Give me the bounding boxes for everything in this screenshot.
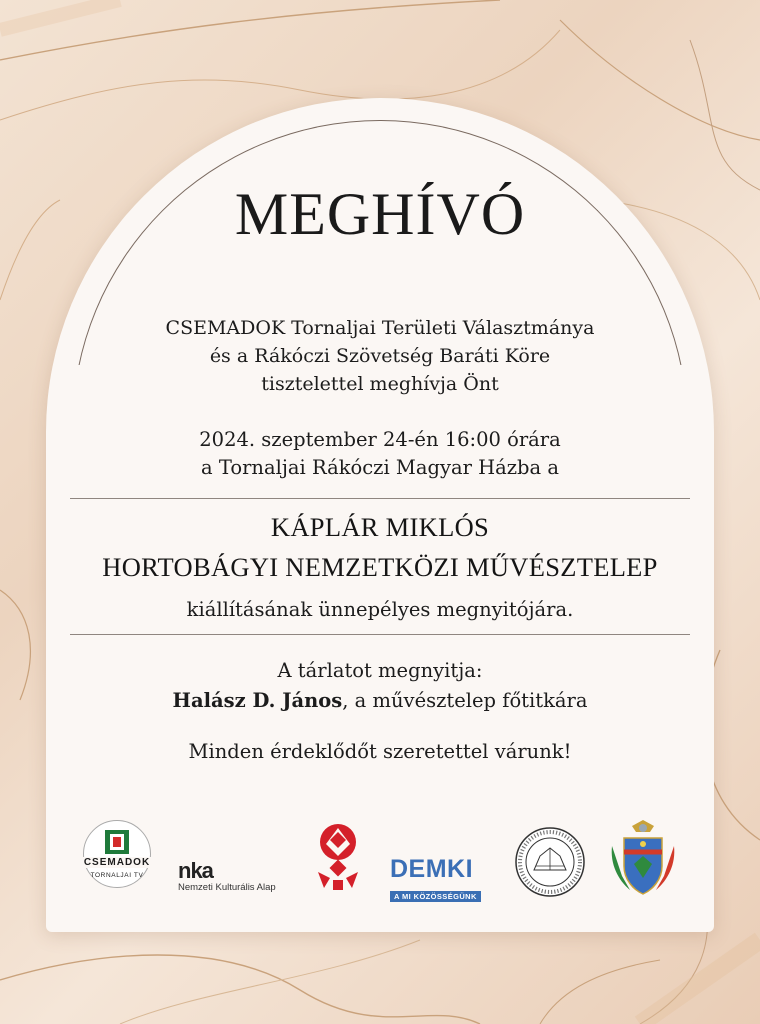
exhibition-artist: KÁPLÁR MIKLÓS — [270, 512, 490, 542]
organizer-line-2: és a Rákóczi Szövetség Baráti Köre — [209, 345, 551, 367]
closing-line: Minden érdeklődőt szeretettel várunk! — [188, 740, 572, 763]
nka-logo — [178, 858, 298, 898]
demki-logo — [390, 855, 492, 899]
exhibition-subtitle: kiállításának ünnepélyes megnyitójára. — [186, 598, 574, 621]
opener-intro: A tárlatot megnyitja: — [277, 659, 483, 682]
csemadok-sub: TORNALJAI TV — [90, 872, 144, 879]
coat-of-arms-icon — [608, 820, 678, 898]
opener-line — [46, 686, 714, 716]
csemadok-emblem-icon — [104, 828, 130, 856]
divider-top — [70, 498, 690, 499]
invitation-title: MEGHÍVÓ — [234, 181, 526, 247]
nka-mark: nka — [178, 858, 213, 883]
divider-bottom — [70, 634, 690, 635]
organizers-block — [46, 314, 714, 398]
association-seal-icon — [514, 826, 586, 898]
csemadok-name: CSEMADOK — [74, 857, 160, 868]
red-geometric-logo-icon — [310, 822, 366, 894]
opener-name: Halász D. János — [172, 689, 343, 712]
event-venue: a Tornaljai Rákóczi Magyar Házba a — [201, 456, 559, 479]
organizer-line-1: CSEMADOK Tornaljai Területi Választmánya — [165, 317, 595, 339]
csemadok-logo — [74, 820, 156, 896]
demki-word: DEMKI — [390, 855, 474, 883]
organizer-line-3: tisztelettel meghívja Önt — [261, 373, 499, 395]
nka-caption: Nemzeti Kulturális Alap — [178, 882, 276, 893]
exhibition-title: HORTOBÁGYI NEMZETKÖZI MŰVÉSZTELEP — [102, 552, 658, 582]
opener-block — [46, 656, 714, 716]
demki-tagline: A MI KÖZÖSSÉGÜNK — [390, 891, 481, 902]
event-datetime: 2024. szeptember 24-én 16:00 órára — [199, 428, 561, 451]
opener-role: , a művésztelep főtitkára — [342, 689, 588, 712]
event-time-block — [46, 426, 714, 482]
